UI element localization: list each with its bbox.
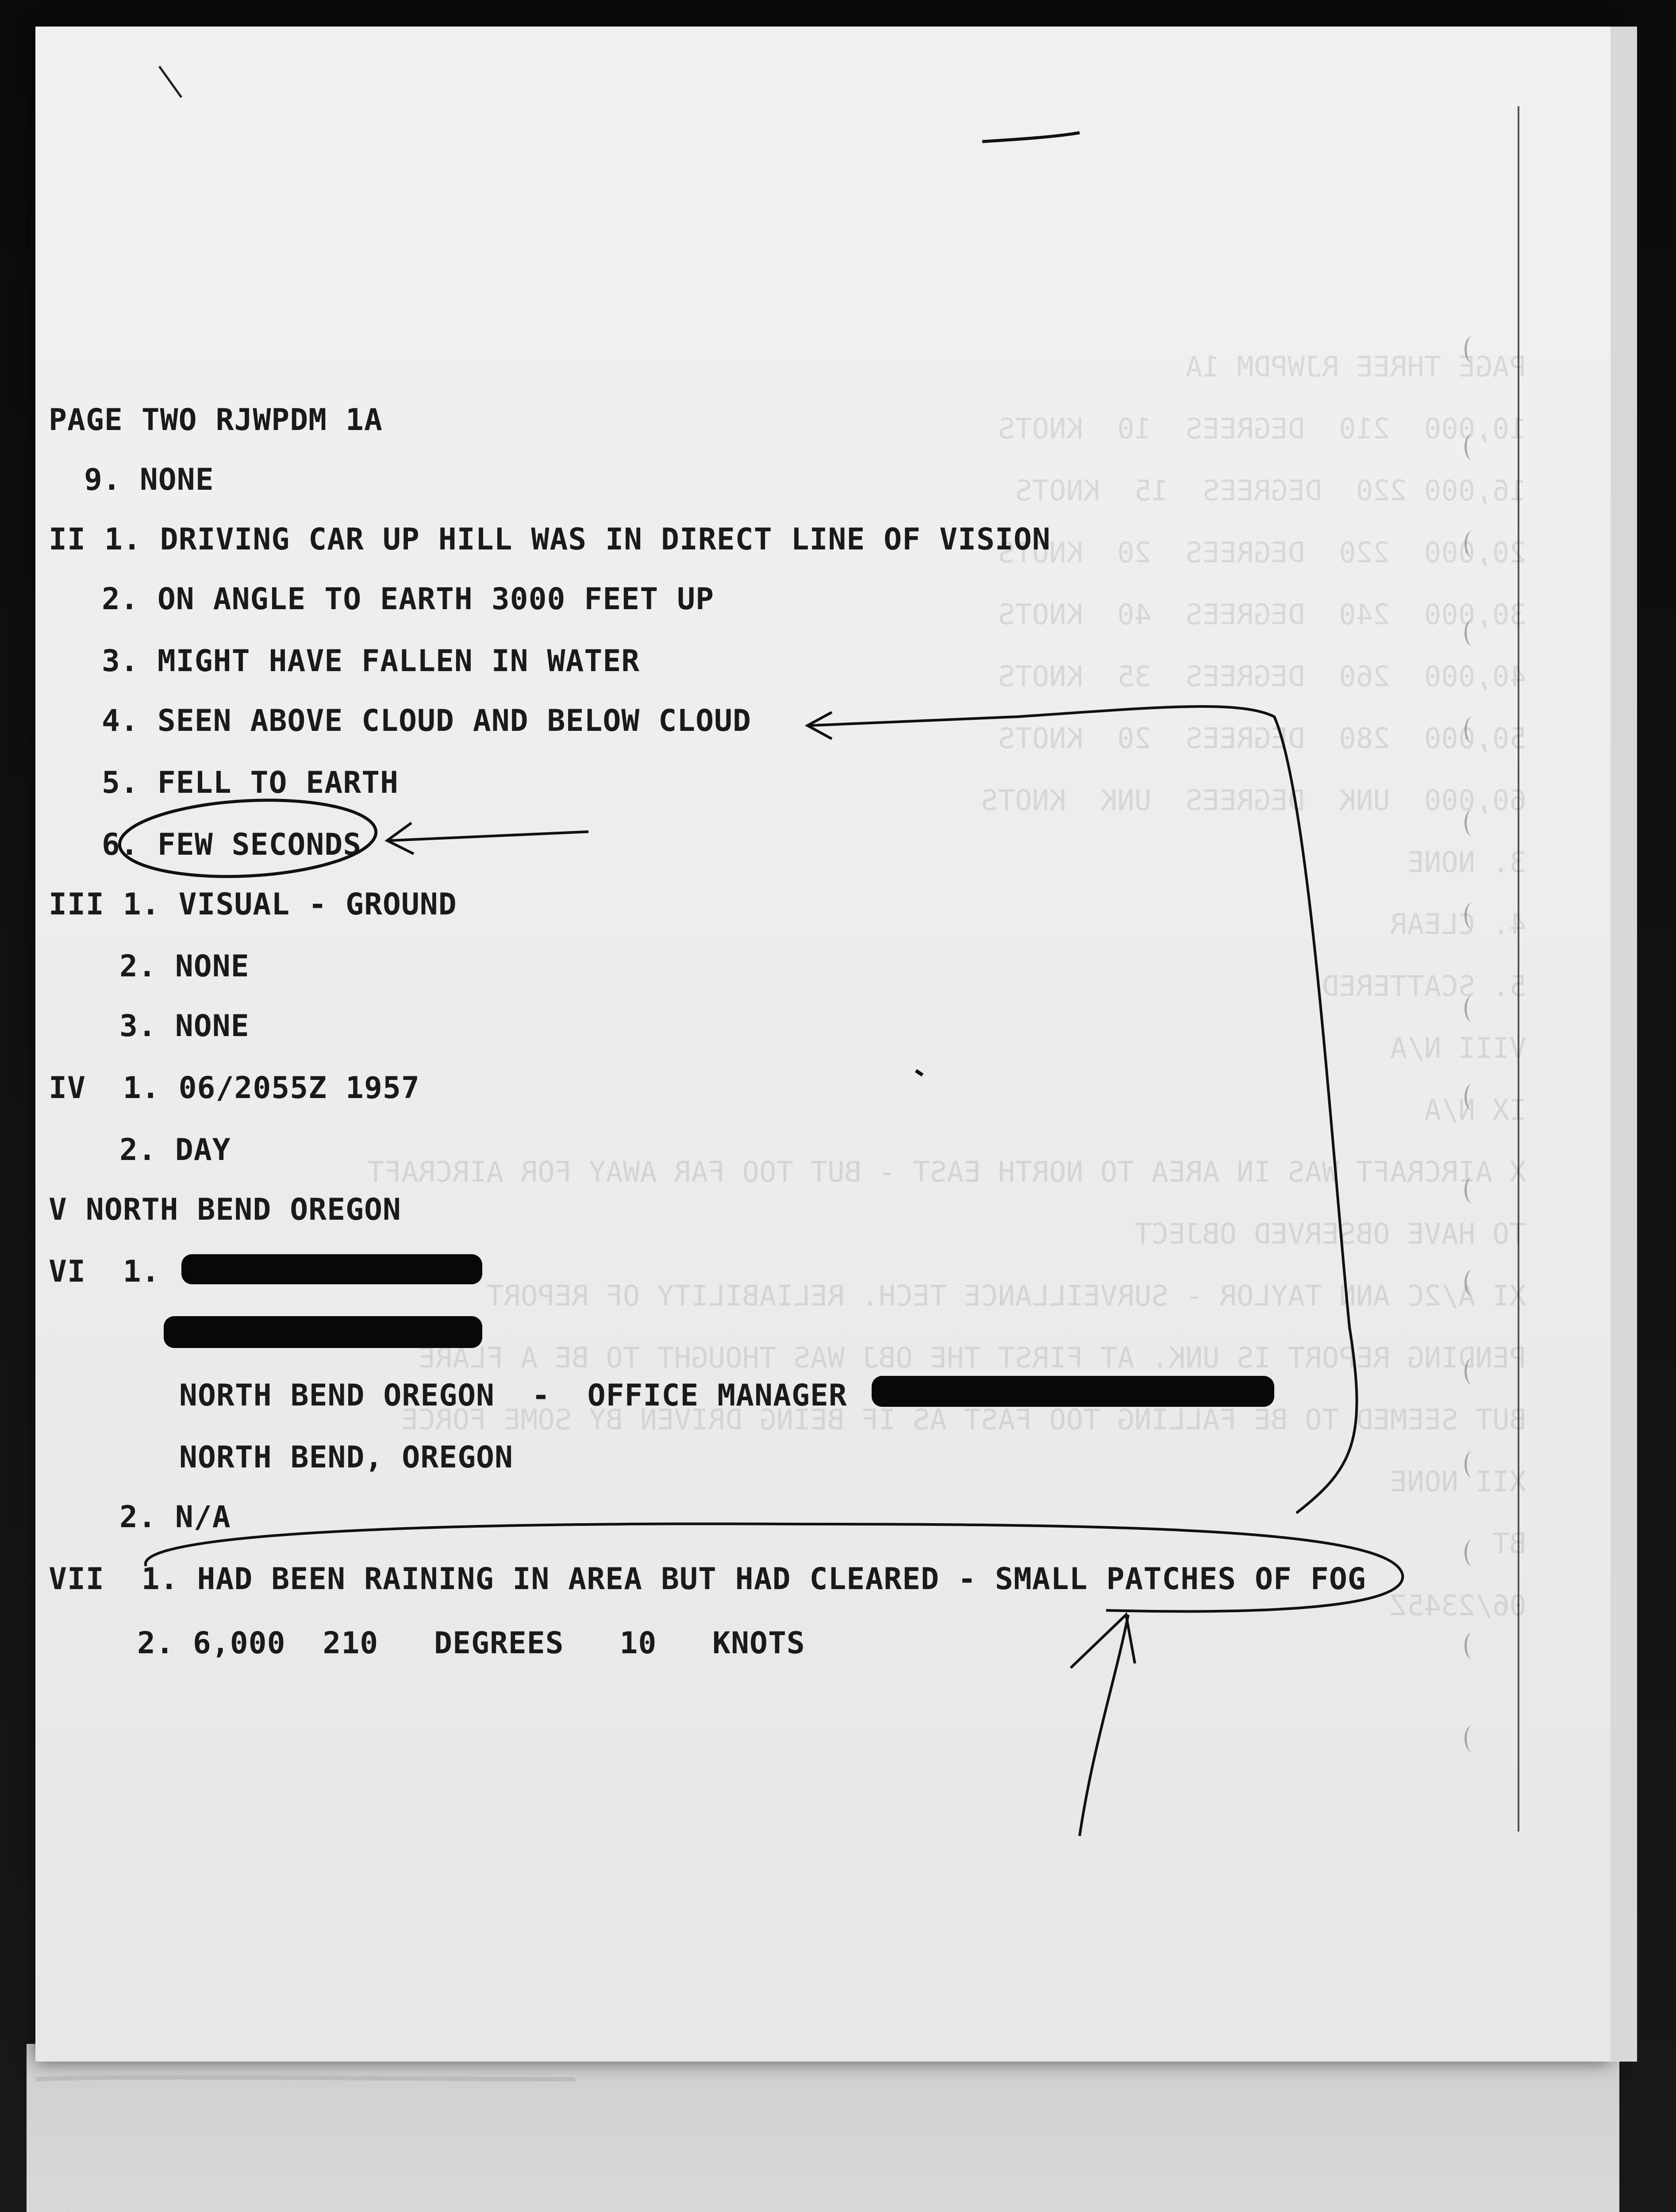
page-edge-strip [1611, 27, 1637, 2062]
section-ii-item-1: II 1. DRIVING CAR UP HILL WAS IN DIRECT LINE OF VISION [49, 522, 1051, 557]
binder-hole-mark [1465, 531, 1480, 557]
binder-hole-mark [1465, 1540, 1480, 1566]
binder-hole-mark [1465, 810, 1480, 836]
section-v: V NORTH BEND OREGON [49, 1192, 401, 1227]
binder-hole-mark [1465, 1725, 1480, 1752]
item-9: 9. NONE [84, 462, 214, 497]
under-sheet [27, 2044, 1619, 2212]
binder-hole-mark [1465, 336, 1480, 363]
section-vii-item-1: VII 1. HAD BEEN RAINING IN AREA BUT HAD CLEARED - SMALL PATCHES OF FOG [49, 1562, 1366, 1597]
section-ii-item-5: 5. FELL TO EARTH [102, 765, 399, 800]
section-iv-item-2: 2. DAY [119, 1133, 231, 1167]
section-vii-item-2: 2. 6,000 210 DEGREES 10 KNOTS [137, 1626, 805, 1661]
binder-hole-mark [1465, 1451, 1480, 1478]
redaction-bar [872, 1376, 1274, 1407]
section-iii-item-3: 3. NONE [119, 1009, 250, 1044]
section-vi-item-2: 2. N/A [119, 1500, 231, 1535]
redaction-bar [181, 1254, 482, 1284]
section-ii-item-2: 2. ON ANGLE TO EARTH 3000 FEET UP [102, 582, 715, 617]
witness-city: NORTH BEND, OREGON [179, 1440, 513, 1475]
section-iii-item-2: 2. NONE [119, 949, 250, 984]
binder-hole-mark [1465, 995, 1480, 1022]
binder-hole-mark [1465, 1084, 1480, 1110]
document-page [35, 27, 1611, 2062]
section-ii-item-4: 4. SEEN ABOVE CLOUD AND BELOW CLOUD [102, 703, 751, 738]
page-fold-line [1518, 106, 1519, 1832]
redaction-bar [164, 1316, 482, 1348]
section-iii-item-1: III 1. VISUAL - GROUND [49, 887, 457, 922]
binder-hole-mark [1465, 1632, 1480, 1659]
page-header: PAGE TWO RJWPDM 1A [49, 403, 383, 438]
section-vi-item-1: VI 1. [49, 1254, 160, 1289]
binder-hole-mark [1465, 717, 1480, 743]
witness-location: NORTH BEND OREGON - OFFICE MANAGER [179, 1378, 847, 1413]
binder-hole-mark [1465, 1270, 1480, 1296]
binder-hole-mark [1465, 1358, 1480, 1385]
binder-hole-mark [1465, 1177, 1480, 1203]
binder-hole-mark [1465, 619, 1480, 646]
binder-hole-mark [1465, 902, 1480, 929]
binder-hole-mark [1465, 434, 1480, 460]
section-iv-item-1: IV 1. 06/2055Z 1957 [49, 1071, 420, 1106]
section-ii-item-3: 3. MIGHT HAVE FALLEN IN WATER [102, 644, 640, 679]
section-ii-item-6: 6. FEW SECONDS [102, 827, 362, 862]
